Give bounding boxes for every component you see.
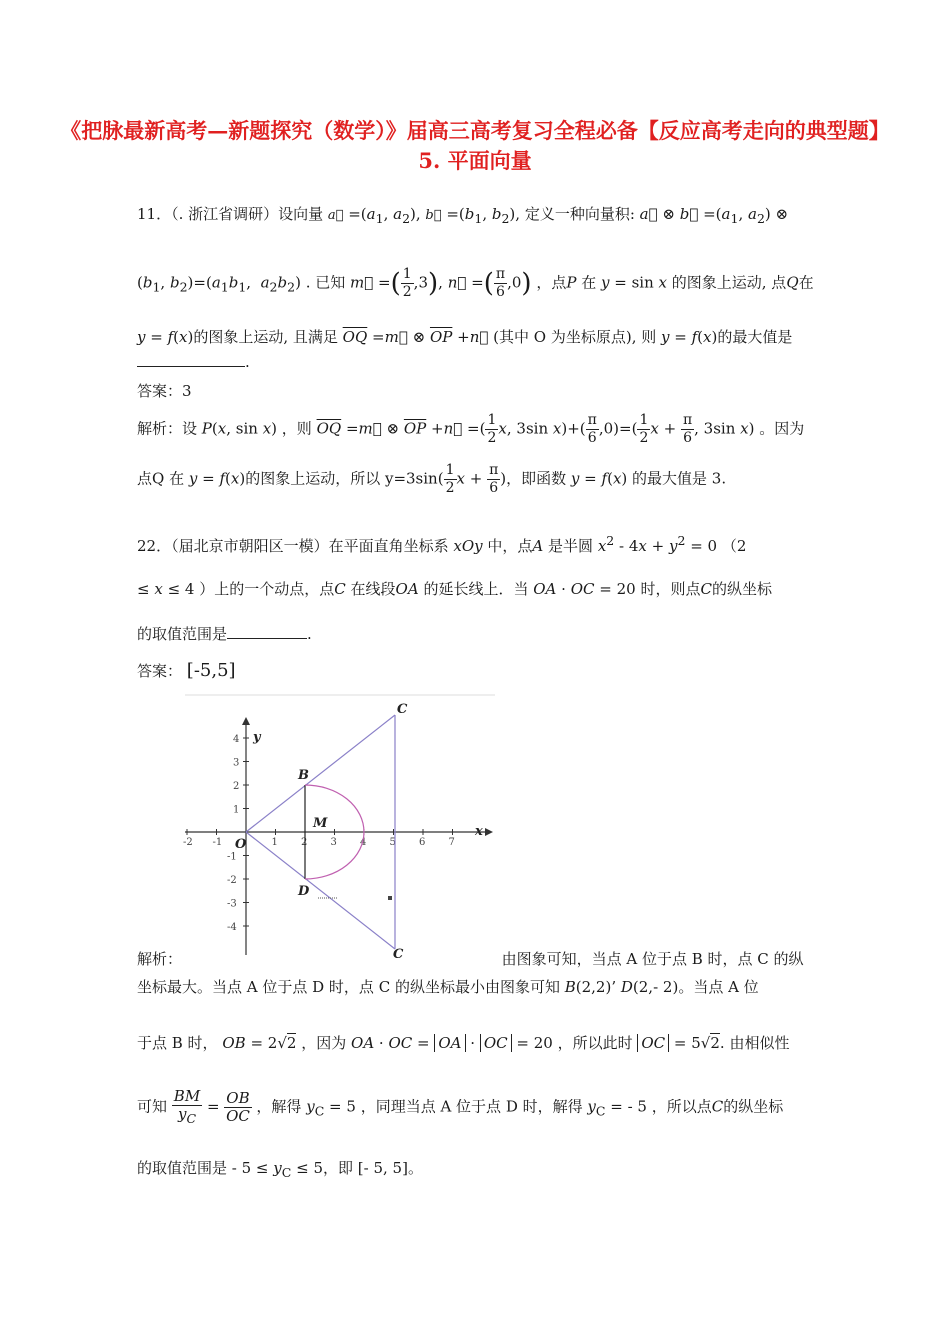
x-tick-label: 6 [419, 837, 426, 848]
q11-line2: ($b_1$, $b_2)=(a_1b_1$, $a_2b_2$) . 已知 m⃗ =( $\frac{1}{2}$ ,3), n⃗ =( $\frac{\pi}{6}$ ,0) ，点P 在 y = sin x 的图象上运动, 点Q在 [137, 266, 814, 300]
q11-solution-line2: 点Q 在 y = f(x)的图象上运动，所以 y=3sin( $\frac{1}{2}$ x + $\frac{\pi}{6}$ )，即函数 y = f(x) 的最大值是 3. [137, 462, 727, 496]
y-tick-label: 2 [233, 781, 240, 792]
label-M: M [313, 816, 328, 831]
q11-solution-line1: 解析：设 P(x, sin x) ，则 $\overline{OQ}$ =m⃗ ⊗ $\overline{OP}$ +n⃗ =( $\frac{1}{2}$ x, 3sin x)+( $\frac{\pi}{6}$ ,0)=( $\frac{1}{2}$ x + $\frac{\pi}{6}$ , 3sin x) 。因为 [137, 412, 805, 446]
q11-blank-line: . [137, 352, 250, 371]
q22-solution-line2: 坐标最大。当点 A 位于点 D 时，点 C 的纵坐标最小由图象可知 B(2,2)’ D(2,- 2)。当点 A 位 [137, 978, 759, 996]
q22-solution-line5: 的取值范围是 - $5 \le y_C \le 5$，即 [- 5, 5]。 [137, 1159, 423, 1180]
x-tick-label: 7 [448, 837, 455, 848]
label-y: y [253, 730, 261, 745]
y-tick-label: -1 [227, 851, 237, 863]
x-tick-label: 3 [330, 837, 337, 848]
y-tick-label: 4 [233, 734, 240, 745]
q22-line1: 22．（届北京市朝阳区一模）在平面直角坐标系 xOy 中，点A 是半圆 $x^2 - 4x + y^2 = 0$ （2 [137, 533, 747, 555]
q22-line3: 的取值范围是 . [137, 625, 312, 643]
y-tick-label: 1 [233, 804, 240, 816]
x-tick-label: 4 [360, 837, 367, 848]
y-tick-label: -4 [227, 922, 237, 933]
q22-solution-line3: 于点 B 时， OB = 2√2 ，因为 OA · OC = OA · OC = 20 ，所以此时 OC = 5√2. 由相似性 [137, 1034, 790, 1052]
label-O: O [235, 837, 247, 852]
x-tick-label: -1 [212, 837, 223, 848]
q22-answer-value: [-5,5] [186, 660, 236, 681]
y-tick-label: 3 [233, 757, 240, 769]
y-tick-label: -2 [227, 875, 237, 886]
x-tick-label: 5 [389, 837, 396, 848]
label-x: x [475, 824, 483, 839]
q11-line1: 11．（. 浙江省调研）设向量 a⃗ $=(a_1$, $a_2$), b⃗ $=(b_1$, $b_2$), 定义一种向量积: a⃗ ⊗ b⃗ $=(a_1$, $a_2$) ⊗ [137, 205, 789, 226]
q11-answer: 答案：3 [137, 382, 192, 400]
document-title: 《把脉最新高考—新题探究（数学）》届高三高考复习全程必备【反应高考走向的典型题】5. 平面向量 [60, 118, 890, 173]
q11-line3: y = f(x)的图象上运动, 且满足 $\overline{OQ}$ =m⃗ ⊗ $\overline{OP}$ +n⃗ (其中 O 为坐标原点), 则 y = f(x)的最大值是 [137, 328, 793, 346]
label-B: B [298, 768, 309, 783]
q22-answer: 答案： [-5,5] [137, 660, 236, 681]
semicircle-figure [185, 693, 495, 963]
q22-solution-line1: 解析： 由图象可知，当点 A 位于点 B 时，点 C 的纵 [137, 950, 804, 968]
y-tick-label: -3 [227, 898, 237, 910]
x-tick-label: -2 [183, 837, 193, 848]
label-C-bottom: C [393, 947, 404, 962]
x-tick-label: 2 [301, 837, 308, 848]
x-tick-label: 1 [271, 837, 278, 848]
q22-line2: ≤ x ≤ 4 ）上的一个动点，点C 在线段OA 的延长线上．当 OA · OC = 20 时，则点C的纵坐标 [137, 580, 772, 598]
label-D: D [298, 884, 310, 899]
q22-solution-line4: 可知 $\frac{BM}{y_C}$ = $\frac{OB}{OC}$ ，解得 $y_C = 5$ ，同理当点 A 位于点 D 时，解得 $y_C$ = - 5 ，所以点C的纵坐标 [137, 1087, 784, 1126]
label-C-top: C [397, 702, 408, 717]
